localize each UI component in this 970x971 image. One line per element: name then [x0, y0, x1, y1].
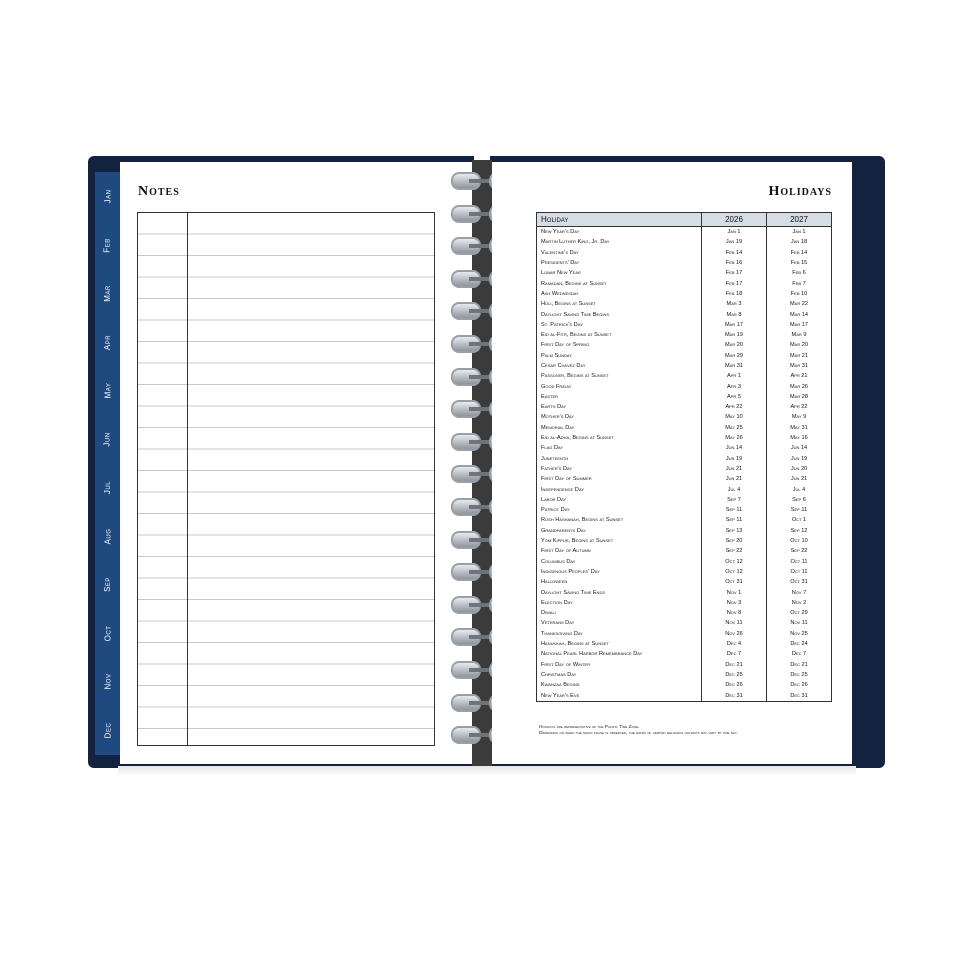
holiday-date: Oct 12 [702, 567, 767, 577]
holiday-date: May 31 [767, 423, 832, 433]
month-tab-label: Sep [103, 577, 112, 592]
holiday-row [537, 639, 832, 649]
holiday-date: Oct 11 [767, 557, 832, 567]
holiday-date: Dec 24 [767, 639, 832, 649]
holiday-date: Sep 11 [767, 505, 832, 515]
holiday-date: Jun 21 [767, 474, 832, 484]
holiday-date: Mar 20 [767, 340, 832, 350]
holiday-date: May 16 [767, 433, 832, 443]
holiday-date: Mar 31 [702, 361, 767, 371]
holidays-table [536, 212, 832, 702]
holiday-row [537, 309, 832, 319]
holiday-date: Oct 10 [767, 536, 832, 546]
holiday-date: Nov 25 [767, 629, 832, 639]
holiday-name: Halloween [541, 579, 568, 586]
holiday-date: Mar 29 [702, 351, 767, 361]
holiday-row [537, 423, 832, 433]
holiday-date: Feb 16 [702, 258, 767, 268]
holiday-date: Dec 25 [702, 670, 767, 680]
holiday-name: New Year's Eve [541, 692, 580, 699]
holiday-row [537, 567, 832, 577]
holiday-date: Sep 13 [702, 526, 767, 536]
holiday-row [537, 248, 832, 258]
holiday-name: St. Patrick's Day [541, 321, 583, 328]
holiday-date: Jun 20 [767, 464, 832, 474]
holidays-table-header [537, 213, 832, 227]
holiday-date: Dec 7 [702, 649, 767, 659]
month-tab-label: Mar [103, 285, 112, 302]
holiday-date: Jun 21 [702, 464, 767, 474]
holiday-date: Feb 17 [702, 278, 767, 288]
holiday-name: Martin Luther King, Jr. Day [541, 239, 610, 246]
holiday-date: Mar 28 [767, 392, 832, 402]
holiday-date: Mar 26 [767, 381, 832, 391]
holidays-page [492, 162, 852, 764]
holiday-name: Columbus Day [541, 558, 576, 565]
month-tab-label: May [102, 382, 112, 399]
holiday-row [537, 618, 832, 628]
month-tab-may[interactable] [95, 366, 120, 416]
holiday-date: Mar 3 [702, 299, 767, 309]
holiday-row [537, 443, 832, 453]
holiday-date: Apr 1 [702, 371, 767, 381]
holiday-row [537, 381, 832, 391]
holiday-name: Ash Wednesday [541, 290, 579, 297]
holiday-name: Memorial Day [541, 424, 575, 431]
holiday-date: Mar 20 [702, 340, 767, 350]
holiday-name: Passover, Begins at Sunset [541, 373, 609, 380]
holiday-date: Mar 17 [702, 320, 767, 330]
holiday-name: Kwanzaa Begins [541, 682, 580, 689]
holiday-date: Dec 26 [767, 680, 832, 690]
holiday-date: Feb 14 [767, 248, 832, 258]
notes-lines [138, 213, 434, 745]
holiday-date: Mar 31 [767, 361, 832, 371]
holiday-name: Daylight Saving Time Ends [541, 589, 606, 596]
holiday-date: Nov 2 [767, 598, 832, 608]
notes-column-divider [187, 213, 188, 745]
holiday-date: Sep 22 [767, 546, 832, 556]
holiday-date: Jun 19 [702, 454, 767, 464]
notes-page [120, 162, 472, 764]
holiday-name: First Day of Winter [541, 661, 591, 668]
holiday-date: Jun 14 [702, 443, 767, 453]
holiday-date: Sep 6 [767, 495, 832, 505]
holidays-title: Holidays [768, 184, 832, 199]
holiday-date: Sep 7 [702, 495, 767, 505]
holiday-row [537, 412, 832, 422]
holiday-name: Ramadan, Begins at Sunset [541, 280, 607, 287]
holiday-name: Flag Day [541, 445, 564, 452]
holiday-date: Jun 14 [767, 443, 832, 453]
holiday-name: Daylight Saving Time Begins [541, 311, 610, 318]
holiday-date: Apr 3 [702, 381, 767, 391]
holiday-date: Nov 11 [702, 618, 767, 628]
holiday-name: Election Day [541, 599, 573, 606]
holiday-name: Thanksgiving Day [541, 630, 583, 637]
holiday-date: Feb 6 [767, 268, 832, 278]
holiday-row [537, 402, 832, 412]
holiday-row [537, 474, 832, 484]
month-tab-label: Feb [102, 237, 112, 253]
holiday-date: Mar 19 [702, 330, 767, 340]
holiday-name: Hanukkah, Begins at Sunset [541, 641, 609, 648]
holiday-date: Apr 22 [767, 402, 832, 412]
holiday-name: Yom Kippur, Begins at Sunset [541, 538, 614, 545]
holiday-date: Nov 1 [702, 587, 767, 597]
month-tab-label: Dec [103, 722, 112, 738]
holiday-row [537, 536, 832, 546]
month-tab-mar[interactable] [95, 269, 120, 319]
holiday-date: Feb 18 [702, 289, 767, 299]
holiday-name: Grandparents Day [541, 527, 586, 534]
holiday-row [537, 659, 832, 669]
holiday-row [537, 464, 832, 474]
holiday-date: Jan 1 [767, 227, 832, 238]
header-year-1: 2026 [702, 213, 767, 227]
month-tab-oct[interactable] [95, 609, 120, 659]
holiday-date: Feb 10 [767, 289, 832, 299]
month-tab-label: Apr [102, 334, 112, 350]
holiday-row [537, 526, 832, 536]
footnote-line-1: Holidays are representative of the Pacific Time Zone. [539, 725, 640, 730]
holiday-date: Sep 11 [702, 505, 767, 515]
holiday-name: Independence Day [541, 486, 584, 493]
month-tab-label: Aug [103, 528, 112, 544]
holiday-name: Palm Sunday [541, 352, 572, 359]
holiday-row [537, 690, 832, 701]
holiday-date: Mar 9 [767, 330, 832, 340]
month-tab-feb[interactable] [95, 221, 120, 271]
planner-shadow [118, 766, 856, 776]
holiday-row [537, 670, 832, 680]
holiday-date: May 25 [702, 423, 767, 433]
holiday-row [537, 289, 832, 299]
holiday-row [537, 268, 832, 278]
month-tab-nov[interactable] [95, 657, 120, 707]
holiday-date: Jul 4 [767, 484, 832, 494]
holiday-row [537, 237, 832, 247]
month-tab-dec[interactable] [95, 706, 120, 756]
holiday-date: Nov 8 [702, 608, 767, 618]
holiday-name: Rosh Hashanah, Begins at Sunset [541, 517, 624, 524]
holiday-name: Indigenous Peoples' Day [541, 568, 600, 575]
holiday-date: Oct 31 [767, 577, 832, 587]
holiday-date: Mar 17 [767, 320, 832, 330]
holiday-date: Oct 31 [702, 577, 767, 587]
holiday-date: Jan 1 [702, 227, 767, 238]
holiday-name: Lunar New Year [541, 270, 581, 277]
footnote-line-2: Depending on when the moon phase is observed, the dates of certain religious holidays may vary by one day. [539, 730, 739, 736]
holiday-name: Christmas Day [541, 671, 577, 678]
month-tab-apr[interactable] [95, 318, 120, 368]
holiday-date: Mar 22 [767, 299, 832, 309]
holiday-date: Oct 11 [767, 567, 832, 577]
holiday-row [537, 227, 832, 238]
holiday-date: Dec 7 [767, 649, 832, 659]
holiday-name: First Day of Spring [541, 342, 590, 349]
holiday-name: Holi, Begins at Sunset [541, 301, 596, 308]
holiday-name: Juneteenth [541, 455, 569, 462]
holiday-date: Oct 29 [767, 608, 832, 618]
holiday-name: First Day of Summer [541, 476, 592, 483]
holiday-row [537, 598, 832, 608]
holiday-date: Apr 5 [702, 392, 767, 402]
holiday-date: Jan 19 [702, 237, 767, 247]
holiday-name: Easter [541, 393, 559, 400]
holiday-name: First Day of Autumn [541, 548, 591, 555]
holiday-date: Dec 26 [702, 680, 767, 690]
month-tab-jul[interactable] [95, 463, 120, 513]
holiday-row [537, 454, 832, 464]
holiday-date: Nov 3 [702, 598, 767, 608]
holidays-footnote [539, 725, 831, 736]
holiday-name: Veterans Day [541, 620, 575, 627]
holiday-row [537, 680, 832, 690]
holiday-date: May 10 [702, 412, 767, 422]
holiday-row [537, 320, 832, 330]
month-tab-label: Jul [102, 480, 112, 495]
holiday-name: Diwali [541, 610, 556, 617]
holiday-date: Feb 17 [702, 268, 767, 278]
holiday-row [537, 587, 832, 597]
holiday-date: Oct 1 [767, 515, 832, 525]
holiday-date: Feb 15 [767, 258, 832, 268]
holiday-date: Nov 11 [767, 618, 832, 628]
holiday-row [537, 392, 832, 402]
holiday-date: May 9 [767, 412, 832, 422]
month-tab-jan[interactable] [95, 172, 120, 222]
holiday-row [537, 515, 832, 525]
month-tab-label: Oct [102, 625, 112, 641]
holiday-date: Dec 21 [702, 659, 767, 669]
holiday-date: Nov 7 [767, 587, 832, 597]
holiday-name: New Year's Day [541, 229, 580, 236]
holiday-row [537, 278, 832, 288]
notes-grid [137, 212, 435, 746]
month-tab-jun[interactable] [95, 415, 120, 465]
holiday-name: Mother's Day [541, 414, 575, 421]
holiday-row [537, 258, 832, 268]
holiday-row [537, 484, 832, 494]
month-tab-sep[interactable] [95, 560, 120, 610]
holiday-date: Jul 4 [702, 484, 767, 494]
holiday-date: Mar 14 [767, 309, 832, 319]
holiday-row [537, 330, 832, 340]
holiday-row [537, 546, 832, 556]
month-tab-label: Jan [103, 189, 112, 204]
holiday-date: Feb 14 [702, 248, 767, 258]
header-holiday: Holiday [537, 213, 702, 227]
holiday-name: National Pearl Harbor Remembrance Day [541, 651, 643, 658]
holiday-name: Earth Day [541, 404, 567, 411]
holiday-row [537, 557, 832, 567]
holiday-name: Father's Day [541, 465, 573, 472]
holiday-date: Jan 18 [767, 237, 832, 247]
holiday-row [537, 629, 832, 639]
holiday-name: Patriot Day [541, 507, 570, 514]
holiday-row [537, 495, 832, 505]
holiday-row [537, 608, 832, 618]
holiday-date: Apr 22 [702, 402, 767, 412]
holiday-row [537, 649, 832, 659]
holiday-date: Nov 26 [702, 629, 767, 639]
holiday-name: Good Friday [541, 383, 572, 390]
holiday-row [537, 299, 832, 309]
holiday-name: César Chávez Day [541, 363, 586, 369]
holiday-date: Dec 31 [702, 690, 767, 701]
header-year-2: 2027 [767, 213, 832, 227]
holiday-name: Presidents' Day [541, 260, 580, 267]
holiday-date: Dec 25 [767, 670, 832, 680]
holiday-date: Sep 20 [702, 536, 767, 546]
holiday-name: Labor Day [541, 496, 567, 503]
holiday-row [537, 577, 832, 587]
holiday-date: Jun 19 [767, 454, 832, 464]
month-tab-label: Jun [102, 431, 112, 447]
holiday-row [537, 361, 832, 371]
holiday-date: Feb 7 [767, 278, 832, 288]
holiday-date: Jun 21 [702, 474, 767, 484]
holiday-date: Dec 21 [767, 659, 832, 669]
holiday-row [537, 371, 832, 381]
holiday-date: Mar 8 [702, 309, 767, 319]
holiday-row [537, 505, 832, 515]
month-tab-label: Nov [102, 673, 112, 690]
holiday-date: Apr 21 [767, 371, 832, 381]
holiday-date: May 26 [702, 433, 767, 443]
holiday-date: Oct 12 [702, 557, 767, 567]
holiday-date: Mar 21 [767, 351, 832, 361]
holiday-date: Sep 11 [702, 515, 767, 525]
notes-title: Notes [138, 184, 180, 199]
holiday-name: Eid al-Fitr, Begins at Sunset [541, 332, 612, 339]
month-tabs [95, 172, 120, 754]
holiday-date: Sep 12 [767, 526, 832, 536]
holiday-row [537, 433, 832, 443]
holiday-row [537, 351, 832, 361]
holiday-date: Sep 22 [702, 546, 767, 556]
holiday-date: Dec 4 [702, 639, 767, 649]
month-tab-aug[interactable] [95, 512, 120, 562]
holiday-name: Eid al-Adha, Begins at Sunset [541, 435, 614, 442]
holiday-name: Valentine's Day [541, 249, 579, 256]
holiday-row [537, 340, 832, 350]
holiday-date: Dec 31 [767, 690, 832, 701]
